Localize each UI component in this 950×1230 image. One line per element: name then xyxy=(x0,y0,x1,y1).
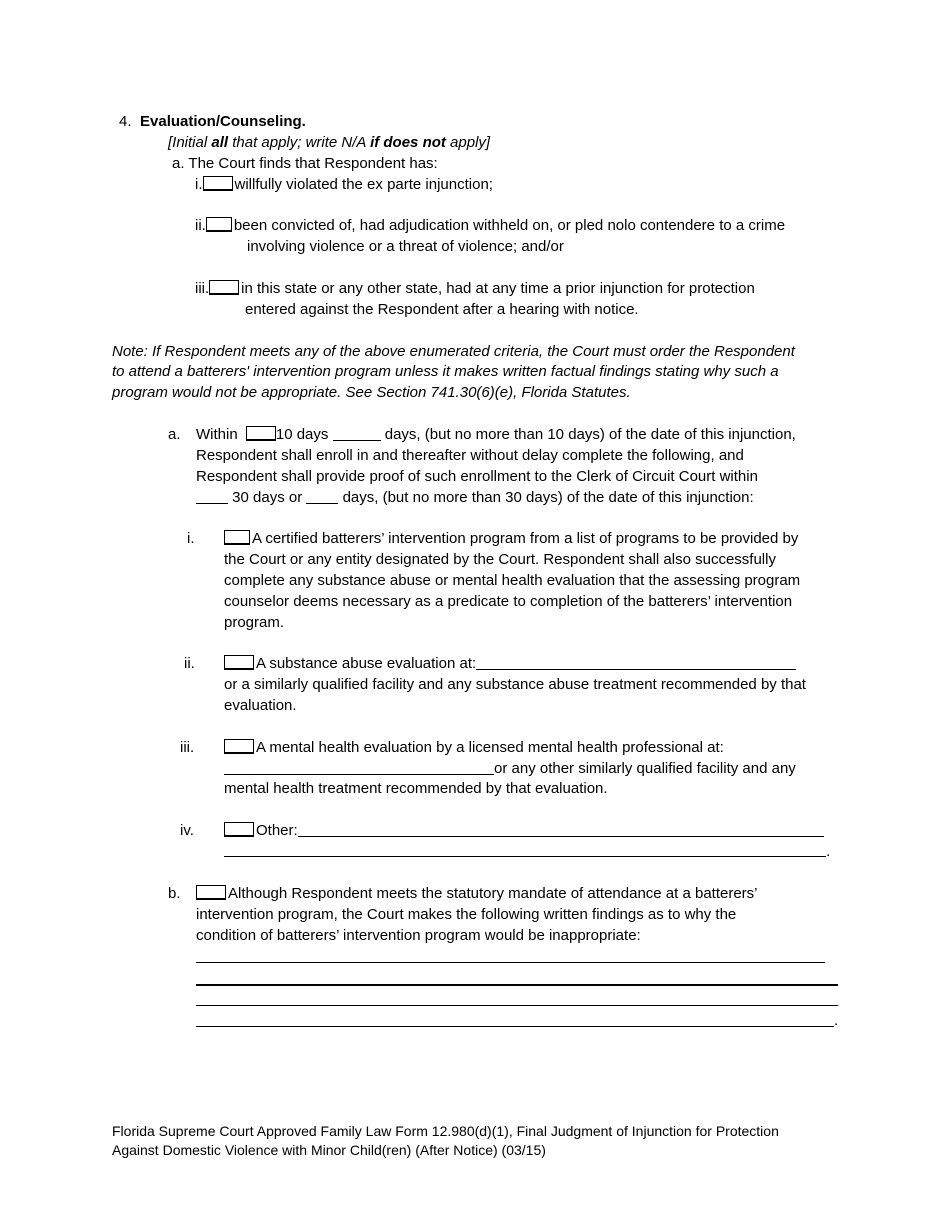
note-line-2: to attend a batterers' intervention program unless it makes written factual findings stating why such a xyxy=(112,363,779,380)
initial-box[interactable] xyxy=(224,822,254,837)
finding-item-3-cont: entered against the Respondent after a hearing with notice. xyxy=(245,301,639,318)
initial-box[interactable] xyxy=(224,530,250,545)
instruction: [Initial all that apply; write N/A if does not apply] xyxy=(168,134,491,151)
program-ii-line-3: evaluation. xyxy=(224,697,297,714)
order-b-label: b. xyxy=(168,885,181,902)
program-ii-num: ii. xyxy=(184,655,195,672)
mental-health-facility-blank[interactable] xyxy=(224,759,494,775)
finding-num: iii. xyxy=(195,280,210,297)
order-b-line-3: condition of batterers’ intervention program would be inappropriate: xyxy=(196,927,641,944)
program-iii-line-1: A mental health evaluation by a licensed mental health professional at: xyxy=(224,737,724,758)
program-iv-line-1: Other: xyxy=(224,820,824,841)
program-iii-num: iii. xyxy=(180,739,195,756)
days-blank-2[interactable] xyxy=(306,488,338,504)
finding-item-3 xyxy=(195,278,755,299)
findings-intro: a. The Court finds that Respondent has: xyxy=(172,155,438,172)
order-a-line-1: Within 10 days days, (but no more than 10 days) of the date of this injunction, xyxy=(196,426,796,443)
findings-line-3[interactable] xyxy=(196,1005,838,1006)
finding-text: been convicted of, had adjudication withheld on, or pled nolo contendere to a crime xyxy=(233,217,786,234)
finding-num: i. xyxy=(195,176,203,193)
initial-box[interactable] xyxy=(206,217,232,232)
findings-line-2[interactable] xyxy=(196,984,838,986)
initial-box[interactable] xyxy=(224,655,254,670)
initial-box[interactable] xyxy=(203,176,233,191)
finding-num: ii. xyxy=(195,217,206,234)
days-blank[interactable] xyxy=(333,425,381,441)
initial-box[interactable] xyxy=(209,280,239,295)
finding-item-2 xyxy=(195,215,785,236)
other-blank-2[interactable] xyxy=(224,856,826,857)
order-a-label: a. xyxy=(168,426,181,443)
footer-line-2: Against Domestic Violence with Minor Child(ren) (After Notice) (03/15) xyxy=(112,1142,546,1158)
order-b-line-2: intervention program, the Court makes the following written findings as to why the xyxy=(196,906,737,923)
program-ii-line-2: or a similarly qualified facility and any substance abuse treatment recommended by that xyxy=(224,676,806,693)
program-ii-line-1: A substance abuse evaluation at: xyxy=(224,653,796,674)
program-iv-num: iv. xyxy=(180,822,194,839)
program-i-line-3: complete any substance abuse or mental health evaluation that the assessing program xyxy=(224,572,801,589)
order-a-line-4: 30 days or days, (but no more than 30 days) of the date of this injunction: xyxy=(196,487,754,508)
initial-box[interactable] xyxy=(196,885,226,900)
substance-facility-blank[interactable] xyxy=(476,654,796,670)
other-blank[interactable] xyxy=(298,821,824,837)
program-iii-line-2: or any other similarly qualified facility and any xyxy=(224,758,796,779)
period-2: . xyxy=(834,1012,839,1029)
footer-line-1: Florida Supreme Court Approved Family Law Form 12.980(d)(1), Final Judgment of Injunction for Protection xyxy=(112,1123,779,1139)
finding-item-1 xyxy=(195,174,493,195)
program-i-num: i. xyxy=(187,530,195,547)
thirty-days-blank[interactable] xyxy=(196,488,228,504)
program-i-line-1: A certified batterers’ intervention program from a list of programs to be provided by xyxy=(224,528,798,549)
order-a-line-3: Respondent shall provide proof of such enrollment to the Clerk of Circuit Court within xyxy=(196,468,758,485)
finding-text: in this state or any other state, had at any time a prior injunction for protection xyxy=(241,280,755,297)
section-title: Evaluation/Counseling. xyxy=(140,113,306,130)
note-line-1: Note: If Respondent meets any of the above enumerated criteria, the Court must order the Respondent xyxy=(112,343,795,360)
program-i-line-2: the Court or any entity designated by the Court. Respondent shall also successfully xyxy=(224,551,776,568)
ten-days-box[interactable] xyxy=(246,426,276,441)
findings-line-4[interactable] xyxy=(196,1026,834,1027)
program-i-line-5: program. xyxy=(224,614,285,631)
program-iii-line-3: mental health treatment recommended by that evaluation. xyxy=(224,780,608,797)
order-b-line-1: Although Respondent meets the statutory mandate of attendance at a batterers’ xyxy=(196,883,758,904)
order-a-line-2: Respondent shall enroll in and thereafter without delay complete the following, and xyxy=(196,447,744,464)
section-number: 4. xyxy=(119,113,132,130)
finding-text: willfully violated the ex parte injunction; xyxy=(234,176,493,193)
initial-box[interactable] xyxy=(224,739,254,754)
note-line-3: program would not be appropriate. See Section 741.30(6)(e), Florida Statutes. xyxy=(112,384,631,401)
period: . xyxy=(826,843,831,860)
finding-item-2-cont: involving violence or a threat of violence; and/or xyxy=(247,238,564,255)
findings-line-1[interactable] xyxy=(196,962,825,963)
program-i-line-4: counselor deems necessary as a predicate to completion of the batterers’ intervention xyxy=(224,593,793,610)
